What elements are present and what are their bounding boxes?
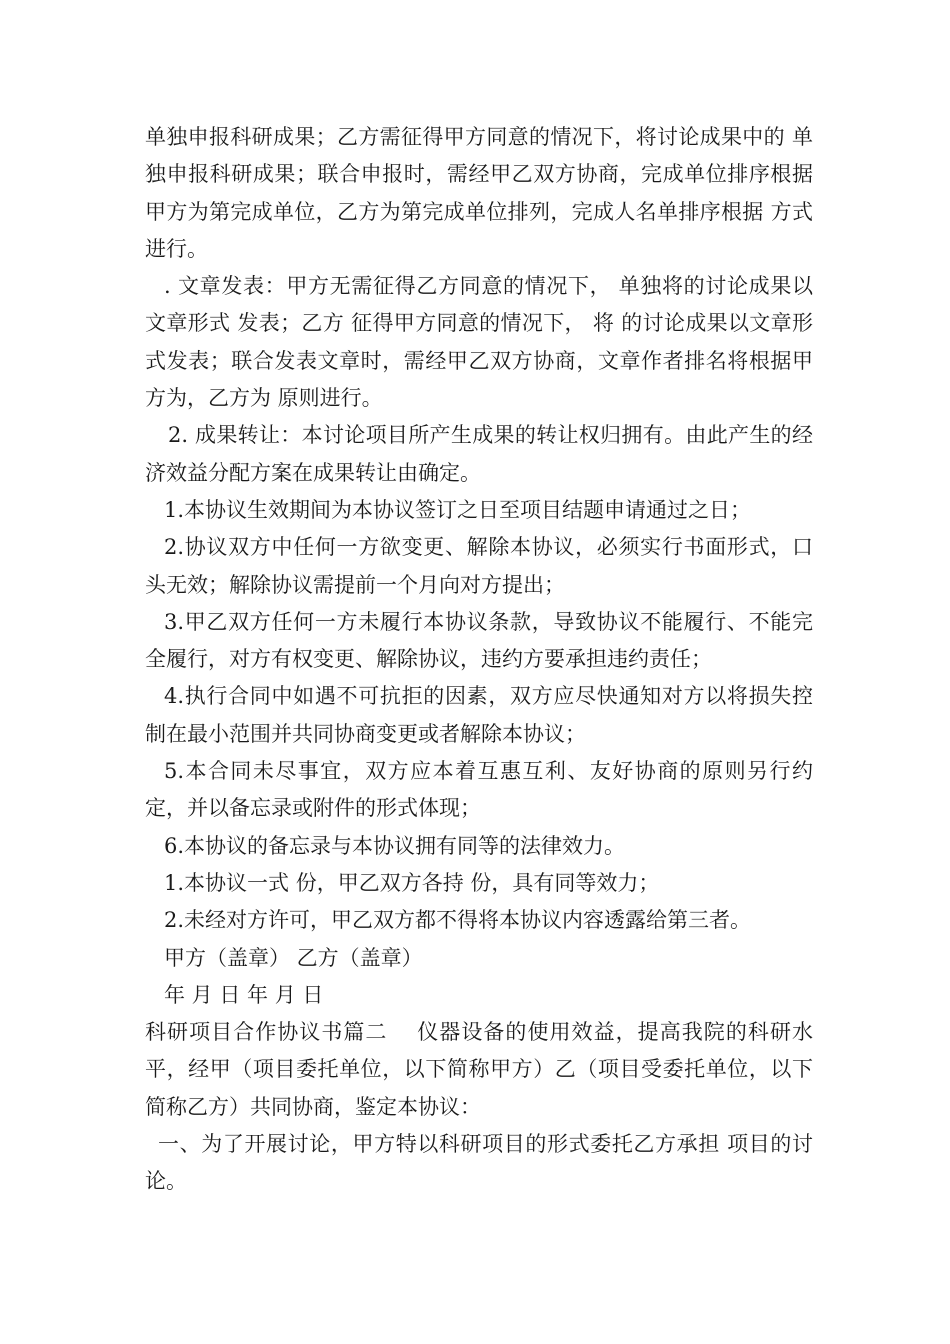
- section-two-intro: 科研项目合作协议书篇二 仪器设备的使用效益，提高我院的科研水平，经甲（项目委托单位，以下简称甲方）乙（项目受委托单位，以下简称乙方）共同协商，鉴定本协议：: [145, 1020, 813, 1119]
- signature-dates: 年 月 日 年 月 日: [164, 982, 324, 1007]
- clause-memorandum: 6.本协议的备忘录与本协议拥有同等的法律效力。: [164, 833, 626, 858]
- clause-force-majeure: 4.执行合同中如遇不可抗拒的因素，双方应尽快通知对方以将损失控制在最小范围并共同协商变更或者解除本协议；: [145, 684, 813, 746]
- clause-unresolved-matters: 5.本合同未尽事宜，双方应本着互惠互利、友好协商的原则另行约定，并以备忘录或附件的形式体现；: [145, 759, 813, 821]
- clause-change-termination: 2.协议双方中任何一方欲变更、解除本协议，必须实行书面形式，口头无效；解除协议需提前一个月向对方提出；: [145, 535, 813, 597]
- paragraph-results-transfer: 2. 成果转让：本讨论项目所产生成果的转让权归拥有。由此产生的经济效益分配方案在成果转让由确定。: [145, 423, 813, 485]
- clause-validity-period: 1.本协议生效期间为本协议签订之日至项目结题申请通过之日；: [164, 497, 752, 522]
- clause-breach-of-contract: 3.甲乙双方任何一方未履行本协议条款，导致协议不能履行、不能完全履行，对方有权变更、解除协议，违约方要承担违约责任；: [145, 609, 813, 672]
- document-body: [145, 119, 813, 1201]
- section-two-article-one: 一、为了开展讨论，甲方特以科研项目的形式委托乙方承担 项目的讨论。: [145, 1132, 813, 1194]
- paragraph-article-publication: . 文章发表：甲方无需征得乙方同意的情况下， 单独将的讨论成果以文章形式 发表；乙方 征得甲方同意的情况下， 将 的讨论成果以文章形式发表；联合发表文章时，需经甲乙双方协商，文章作者排名将根据甲方为，乙方为 原则进行。: [145, 274, 813, 411]
- paragraph-research-results: 单独申报科研成果；乙方需征得甲方同意的情况下，将讨论成果中的 单独申报科研成果；联合申报时，需经甲乙双方协商，完成单位排序根据甲方为第完成单位，乙方为第完成单位排列，完成人名单排序根据 方式进行。: [145, 125, 813, 261]
- signature-parties: 甲方（盖章） 乙方（盖章）: [164, 945, 423, 970]
- clause-confidentiality: 2.未经对方许可，甲乙双方都不得将本协议内容透露给第三者。: [164, 908, 752, 933]
- clause-copies: 1.本协议一式 份，甲乙双方各持 份，具有同等效力；: [164, 870, 660, 895]
